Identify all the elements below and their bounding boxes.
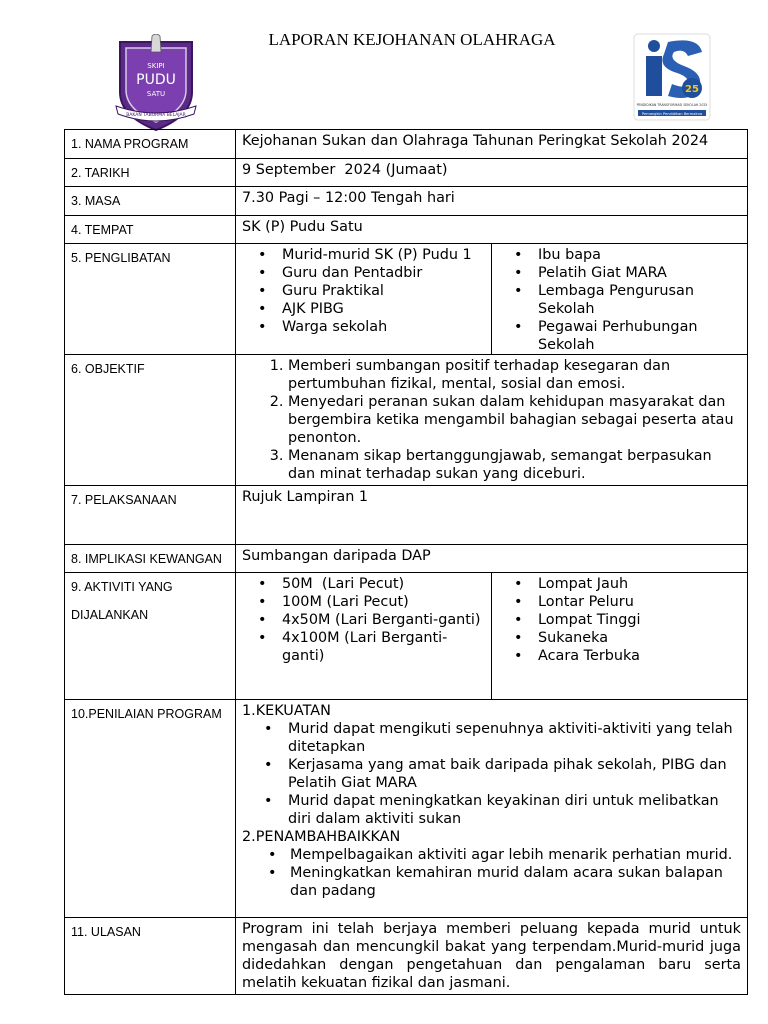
list-item: 2. Menyedari peranan sukan dalam kehidupan masyarakat dan bergembira ketika mengambil bahagian sebagai peserta atau penonton. <box>288 393 741 447</box>
label-implikasi-kewangan: 8. IMPLIKASI KEWANGAN <box>65 545 236 573</box>
school-logo <box>114 34 198 132</box>
penilaian-cell <box>236 700 748 918</box>
label-aktiviti-line1: 9. AKTIVITI YANG <box>71 580 173 594</box>
list-item: • Lompat Jauh <box>538 575 741 593</box>
transformasi-sekolah-logo <box>632 32 712 122</box>
label-objektif: 6. OBJEKTIF <box>65 355 236 486</box>
label-pelaksanaan: 7. PELAKSANAAN <box>65 486 236 545</box>
objektif-list <box>242 357 741 483</box>
list-item: • Meningkatkan kemahiran murid dalam acara sukan balapan dan padang <box>290 864 741 900</box>
label-masa: 3. MASA <box>65 187 236 216</box>
list-item: • Sukaneka <box>538 629 741 647</box>
penambahbaikan-heading: 2.PENAMBAHBAIKKAN <box>242 829 401 845</box>
list-item: • Murid dapat meningkatkan keyakinan diri untuk melibatkan diri dalam aktiviti sukan <box>288 792 741 828</box>
report-title: LAPORAN KEJOHANAN OLAHRAGA <box>268 30 556 49</box>
svg-text:SATU: SATU <box>146 90 166 98</box>
value-tarikh: 9 September 2024 (Jumaat) <box>236 159 748 187</box>
list-item: • Murid dapat mengikuti sepenuhnya aktiviti-aktiviti yang telah ditetapkan <box>288 720 741 756</box>
list-item: 3. Menanam sikap bertanggungjawab, semangat berpasukan dan minat terhadap sukan yang diceburi. <box>288 447 741 483</box>
kekuatan-list <box>242 720 741 828</box>
label-tarikh: 2. TARIKH <box>65 159 236 187</box>
report-table <box>64 129 748 995</box>
aktiviti-list-left <box>236 575 485 665</box>
svg-text:PENDIDIKAN TRANSFORMASI SEKOLA: PENDIDIKAN TRANSFORMASI SEKOLAH 2025 <box>636 103 708 107</box>
svg-text:Pemangkin Pendidikan Bermakna: Pemangkin Pendidikan Bermakna <box>641 112 703 116</box>
value-tempat: SK (P) Pudu Satu <box>236 216 748 244</box>
penglibatan-list-left <box>236 246 485 336</box>
list-item: • 4x50M (Lari Berganti-ganti) <box>282 611 485 629</box>
svg-text:SKIPI: SKIPI <box>147 62 165 70</box>
list-item: • 100M (Lari Pecut) <box>282 593 485 611</box>
list-item: 1. Memberi sumbangan positif terhadap kesegaran dan pertumbuhan fizikal, mental, sosial dan emosi. <box>288 357 741 393</box>
aktiviti-list-right <box>492 575 741 665</box>
list-item: • Ibu bapa <box>538 246 741 264</box>
list-item: • Lompat Tinggi <box>538 611 741 629</box>
list-item: • Guru Praktikal <box>282 282 485 300</box>
list-item: • Pelatih Giat MARA <box>538 264 741 282</box>
value-masa: 7.30 Pagi – 12:00 Tengah hari <box>236 187 748 216</box>
list-item: • Pegawai Perhubungan Sekolah <box>538 318 741 354</box>
label-tempat: 4. TEMPAT <box>65 216 236 244</box>
list-item: • Lontar Peluru <box>538 593 741 611</box>
penglibatan-list-right <box>492 246 741 354</box>
kekuatan-heading: 1.KEKUATAN <box>242 703 331 719</box>
value-pelaksanaan: Rujuk Lampiran 1 <box>236 486 748 545</box>
value-implikasi-kewangan: Sumbangan daripada DAP <box>236 545 748 573</box>
list-item: • Warga sekolah <box>282 318 485 336</box>
list-item: • Kerjasama yang amat baik daripada pihak sekolah, PIBG dan Pelatih Giat MARA <box>288 756 741 792</box>
label-aktiviti-line2: DIJALANKAN <box>71 608 149 622</box>
label-aktiviti <box>65 573 236 700</box>
label-ulasan: 11. ULASAN <box>65 918 236 995</box>
list-item: • 4x100M (Lari Berganti-ganti) <box>282 629 485 665</box>
svg-text:BAKAN TABORMA BELAJAR: BAKAN TABORMA BELAJAR <box>126 113 186 118</box>
value-ulasan: Program ini telah berjaya memberi peluang kepada murid untuk mengasah dan mencungkil bakat yang terpendam.Murid-murid juga didedahkan dengan pengetahuan dan pengalaman baru serta melatih kekuatan fizikal dan jasmani. <box>236 918 748 995</box>
penglibatan-lists <box>236 244 748 355</box>
list-item: • Acara Terbuka <box>538 647 741 665</box>
svg-text:PUDU: PUDU <box>136 72 176 88</box>
list-item: • Guru dan Pentadbir <box>282 264 485 282</box>
aktiviti-lists <box>236 573 748 700</box>
list-item: • Mempelbagaikan aktiviti agar lebih menarik perhatian murid. <box>290 846 741 864</box>
list-item: • AJK PIBG <box>282 300 485 318</box>
svg-text:25: 25 <box>685 84 699 95</box>
label-nama-program: 1. NAMA PROGRAM <box>65 130 236 159</box>
list-item: • Murid-murid SK (P) Pudu 1 <box>282 246 485 264</box>
label-penilaian-program: 10.PENILAIAN PROGRAM <box>65 700 236 918</box>
penambahbaikan-list <box>242 846 741 900</box>
label-penglibatan: 5. PENGLIBATAN <box>65 244 236 355</box>
list-item: • Lembaga Pengurusan Sekolah <box>538 282 741 318</box>
value-nama-program: Kejohanan Sukan dan Olahraga Tahunan Peringkat Sekolah 2024 <box>236 130 748 159</box>
objektif-cell <box>236 355 748 486</box>
list-item: • 50M (Lari Pecut) <box>282 575 485 593</box>
